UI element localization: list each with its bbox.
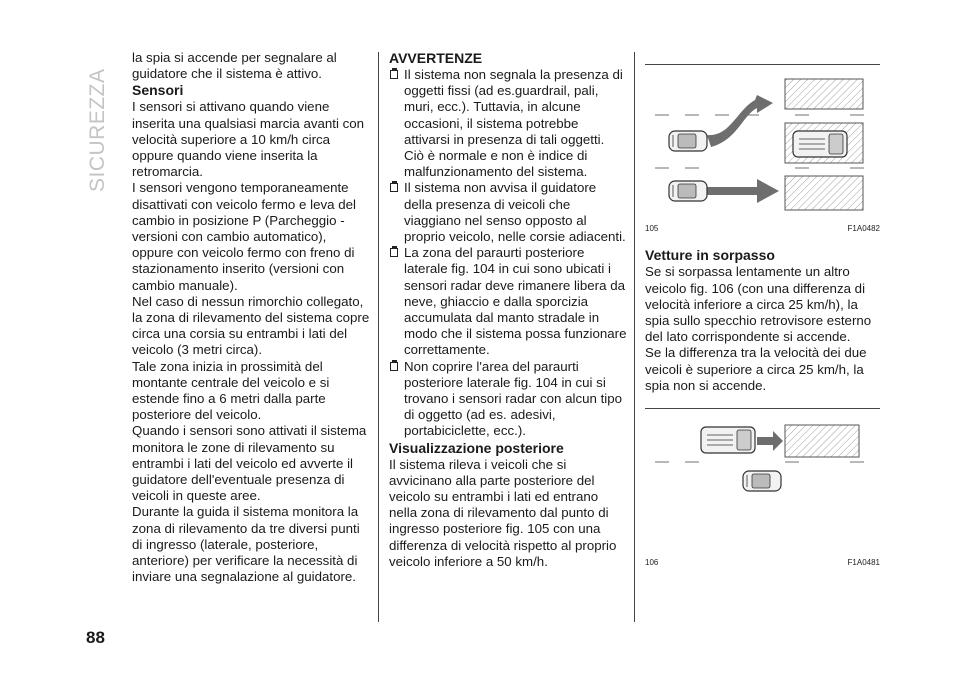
paragraph: I sensori vengono temporaneamente disattivati con veicolo fermo e leva del cambio in posizione P (Parcheggio - versioni con cambio automatico), oppure con veicolo fermo con freno di stazionamento inserito (versioni con cambio manuale).: [132, 180, 356, 293]
section-title: SICUREZZA: [86, 68, 109, 192]
paragraph: Tale zona inizia in prossimità del montante centrale del veicolo e si estende fino a 6 metri dalla parte posteriore del veicolo.: [132, 358, 330, 423]
detection-zone: [785, 425, 859, 457]
warning-bullet-icon: [390, 70, 398, 79]
figure-105-illustration: [645, 65, 880, 215]
overtaking-arrow-icon: [707, 95, 773, 147]
warning-item: [389, 359, 627, 440]
figure-code: F1A0481: [847, 558, 880, 568]
figure-number: 105: [645, 224, 659, 234]
detection-zone: [785, 176, 863, 210]
own-vehicle-icon: [793, 131, 847, 157]
heading-sorpasso: Vetture in sorpasso: [645, 247, 775, 264]
paragraph: Quando i sensori sono attivati il sistema monitora le zone di rilevamento su entrambi i lati del veicolo ed avverte il guidatore dell'eventuale presenza di veicoli in queste aree.: [132, 423, 367, 504]
warning-text: Il sistema non segnala la presenza di oggetti fissi (ad es.guardrail, pali, muri, ecc.). Tuttavia, in alcune occasioni, il sistema potrebbe attivarsi in presenza di tali oggetti. Ciò è normale e non è indice di malfunzionamento del sistema.: [404, 67, 623, 180]
warning-item: [389, 245, 627, 358]
approaching-arrow-icon: [707, 179, 779, 203]
column-right: [645, 50, 880, 571]
figure-106-illustration: [645, 409, 880, 549]
figure-105: [645, 64, 880, 237]
paragraph: Il sistema rileva i veicoli che si avvicinano alla parte posteriore del veicolo su entrambi i lati ed entrano nella zona di rilevamento dal punto di ingresso posteriore fig. 105 con una differenza di velocità rispetto al proprio veicolo inferiore a 50 km/h.: [389, 456, 617, 569]
car-icon: [669, 181, 707, 201]
column-divider: [634, 52, 635, 622]
heading-visualizzazione: Visualizzazione posteriore: [389, 439, 564, 456]
warning-bullet-icon: [390, 362, 398, 371]
paragraph: I sensori si attivano quando viene inserita una qualsiasi marcia avanti con velocità superiore a 10 km/h circa oppure quando viene inserita la retromarcia.: [132, 99, 365, 180]
page-number: 88: [86, 628, 105, 647]
paragraph: Nel caso di nessun rimorchio collegato, la zona di rilevamento del sistema copre circa una corsia su entrambi i lati del veicolo (3 metri circa).: [132, 293, 370, 358]
warning-text: La zona del paraurti posteriore laterale fig. 104 in cui sono ubicati i sensori radar deve rimanere libera da neve, ghiaccio e dalla sporcizia accumulata dal manto stradale in modo che il sistema possa funzionare correttamente.: [404, 245, 627, 358]
figure-code: F1A0482: [847, 224, 880, 234]
heading-sensori: Sensori: [132, 82, 184, 99]
figure-caption: [645, 555, 880, 571]
paragraph: Se si sorpassa lentamente un altro veicolo fig. 106 (con una differenza di velocità inferiore a circa 25 km/h), la spia sullo specchio retrovisore esterno del lato corrispondente si accende.: [645, 264, 872, 345]
overtaken-vehicle-icon: [701, 427, 755, 453]
warning-item: [389, 67, 627, 180]
column-divider: [378, 52, 379, 622]
heading-avvertenze: AVVERTENZE: [389, 50, 483, 66]
figure-caption: [645, 221, 880, 237]
arrow-icon: [757, 431, 783, 451]
warning-text: Non coprire l'area del paraurti posteriore laterale fig. 104 in cui si trovano i sensori radar con alcun tipo di oggetto (ad es. adesivi, portabiciclette, ecc.).: [404, 358, 623, 439]
figure-106: [645, 408, 880, 571]
warning-bullet-icon: [390, 183, 398, 192]
detection-zone: [785, 79, 863, 109]
paragraph: la spia si accende per segnalare al guidatore che il sistema è attivo.: [132, 50, 337, 82]
car-icon: [669, 131, 707, 151]
figure-number: 106: [645, 558, 659, 568]
warning-text: Il sistema non avvisa il guidatore della presenza di veicoli che viaggiano nel senso opposto al proprio veicolo, nelle corsie adiacenti.: [404, 180, 626, 245]
column-left: [132, 50, 370, 586]
warning-bullet-icon: [390, 248, 398, 257]
column-middle: [389, 50, 627, 570]
car-icon: [743, 471, 781, 491]
warning-item: [389, 180, 627, 245]
paragraph: Durante la guida il sistema monitora la zona di rilevamento da tre diversi punti di ingresso (laterale, posteriore, anteriore) per verificare la necessità di inviare una segnalazione al guidatore.: [132, 504, 360, 585]
paragraph: Se la differenza tra la velocità dei due veicoli è superiore a circa 25 km/h, la spia non si accende.: [645, 345, 867, 393]
